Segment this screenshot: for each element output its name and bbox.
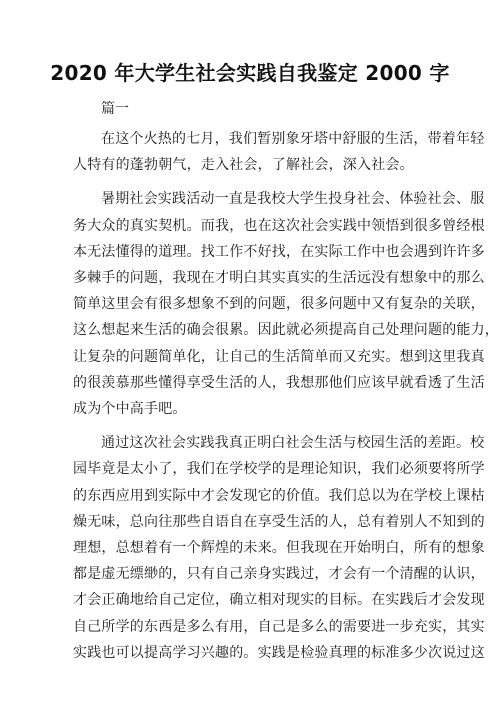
- text-line: 暑期社会实践活动一直是我校大学生投身社会、体验社会、服: [101, 191, 485, 208]
- paragraph-1: [73, 126, 485, 178]
- text-line: 成为个中高手吧。: [73, 401, 187, 418]
- paragraph-2: [73, 186, 499, 422]
- text-line: 多棘手的问题，我现在才明白其实真实的生活远没有想象中的那么: [73, 270, 485, 287]
- text-line: 本无法懂得的道理。找工作不好找，在实际工作中也会遇到许许多: [73, 243, 485, 260]
- text-line: 园毕竟是太小了，我们在学校学的是理论知识，我们必须要将所学: [73, 461, 485, 478]
- text-line: 这么想起来生活的确会很累。因此就必须提高自己处理问题的能力，: [73, 322, 499, 339]
- text-line: 简单这里会有很多想象不到的问题，很多问题中又有复杂的关联，: [73, 296, 485, 313]
- text-line: 自己所学的东西是多么有用，自己是多么的需要进一步充实，其实: [73, 618, 485, 635]
- text-line: 的东西应用到实际中才会发现它的价值。我们总以为在学校上课枯: [73, 487, 485, 504]
- text-line: 都是虚无缥缈的，只有自己亲身实践过，才会有一个清醒的认识，: [73, 566, 485, 583]
- text-line: 实践也可以提高学习兴趣的。实践是检验真理的标准多少次说过这: [73, 644, 485, 661]
- text-line: 务大众的真实契机。而我，也在这次社会实践中领悟到很多曾经根: [73, 217, 485, 234]
- section-label: 篇一: [101, 101, 129, 117]
- text-line: 才会正确地给自己定位，确立相对现实的目标。在实践后才会发现: [73, 592, 485, 609]
- text-line: 燥无味，总向往那些自语自在享受生活的人，总有着别人不知到的: [73, 513, 485, 530]
- document-body: [73, 126, 499, 666]
- text-line: 让复杂的问题简单化，让自己的生活简单而又充实。想到这里我真: [73, 348, 485, 365]
- paragraph-3: [73, 430, 485, 666]
- text-line: 通过这次社会实践我真正明白社会生活与校园生活的差距。校: [101, 435, 485, 452]
- text-line: 人特有的蓬勃朝气，走入社会，了解社会，深入社会。: [73, 157, 414, 174]
- document-title: 2020 年大学生社会实践自我鉴定 2000 字: [50, 61, 450, 85]
- text-line: 的很羡慕那些懂得享受生活的人，我想那他们应该早就看透了生活: [73, 374, 485, 391]
- text-line: 理想，总想着有一个辉煌的未来。但我现在开始明白，所有的想象: [73, 540, 485, 557]
- text-line: 在这个火热的七月，我们暂别象牙塔中舒服的生活，带着年轻: [101, 131, 485, 147]
